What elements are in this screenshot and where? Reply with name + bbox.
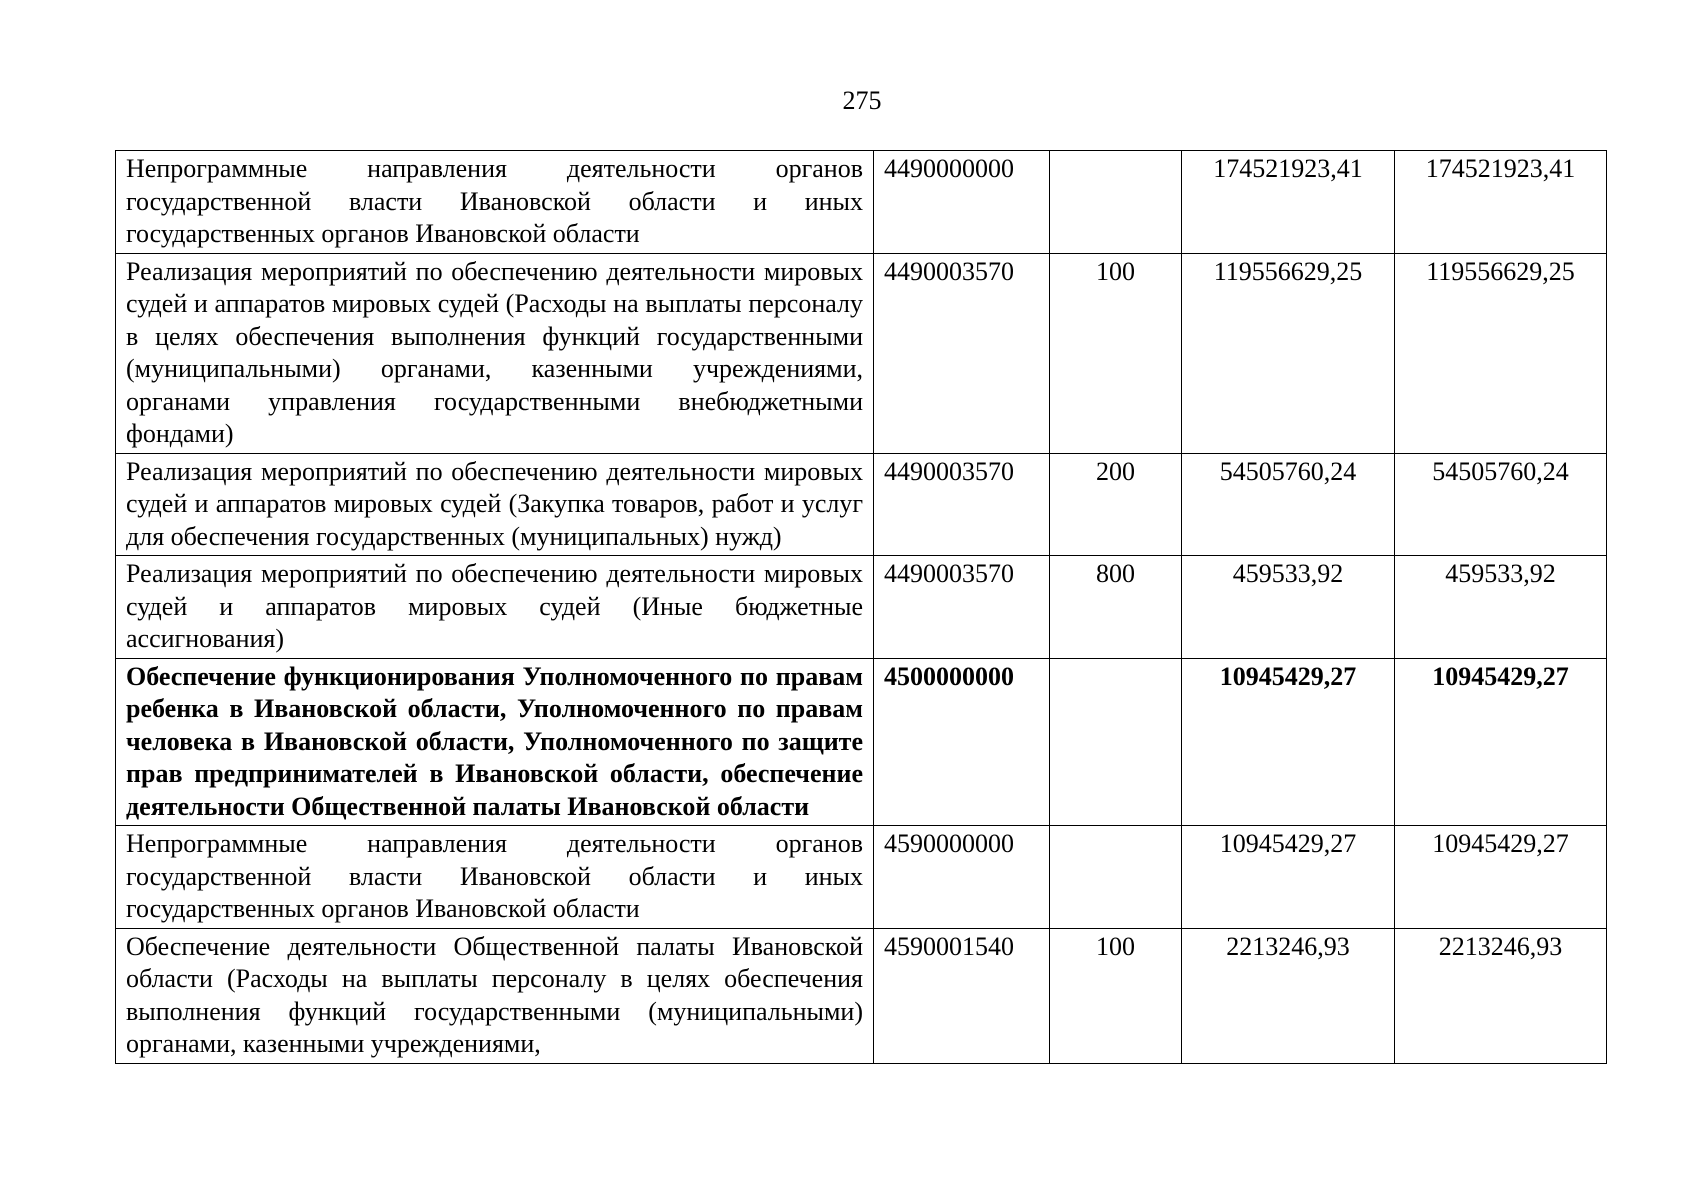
row-expense-kind [1050,151,1182,254]
row-description: Обеспечение функционирования Уполномоченного по правам ребенка в Ивановской области, Уполномоченного по правам человека в Ивановской области, Уполномоченного по защите прав предпринимателей в Ивановской области, обеспечение деятельности Общественной палаты Ивановской области [116,658,874,826]
table-row [116,928,1607,1063]
row-target-code: 4500000000 [874,658,1050,826]
table-row [116,453,1607,556]
row-amount-2: 10945429,27 [1395,658,1607,826]
row-amount-2: 119556629,25 [1395,253,1607,453]
page-number: 275 [842,86,882,115]
row-expense-kind: 100 [1050,253,1182,453]
row-amount-1: 459533,92 [1182,556,1395,659]
row-description: Реализация мероприятий по обеспечению деятельности мировых судей и аппаратов мировых судей (Расходы на выплаты персоналу в целях обеспечения выполнения функций государственными (муниципальными) органами, казенными учреждениями, органами управления государственными внебюджетными фондами) [116,253,874,453]
row-expense-kind [1050,658,1182,826]
row-amount-2: 54505760,24 [1395,453,1607,556]
row-description: Непрограммные направления деятельности органов государственной власти Ивановской области и иных государственных органов Ивановской области [116,826,874,929]
row-description: Непрограммные направления деятельности органов государственной власти Ивановской области и иных государственных органов Ивановской области [116,151,874,254]
row-target-code: 4490003570 [874,556,1050,659]
row-amount-1: 54505760,24 [1182,453,1395,556]
row-target-code: 4490003570 [874,253,1050,453]
table-row [116,826,1607,929]
table-row [116,556,1607,659]
row-target-code: 4490003570 [874,453,1050,556]
row-target-code: 4590000000 [874,826,1050,929]
row-amount-2: 2213246,93 [1395,928,1607,1063]
row-expense-kind [1050,826,1182,929]
row-expense-kind: 200 [1050,453,1182,556]
table-row [116,151,1607,254]
row-target-code: 4490000000 [874,151,1050,254]
row-expense-kind: 100 [1050,928,1182,1063]
budget-table [115,150,1607,1064]
table-row [116,253,1607,453]
row-target-code: 4590001540 [874,928,1050,1063]
row-amount-1: 10945429,27 [1182,826,1395,929]
row-amount-2: 10945429,27 [1395,826,1607,929]
row-amount-1: 119556629,25 [1182,253,1395,453]
row-amount-1: 2213246,93 [1182,928,1395,1063]
row-amount-2: 174521923,41 [1395,151,1607,254]
row-description: Обеспечение деятельности Общественной палаты Ивановской области (Расходы на выплаты персоналу в целях обеспечения выполнения функций государственными (муниципальными) органами, казенными учреждениями, [116,928,874,1063]
row-expense-kind: 800 [1050,556,1182,659]
row-description: Реализация мероприятий по обеспечению деятельности мировых судей и аппаратов мировых судей (Закупка товаров, работ и услуг для обеспечения государственных (муниципальных) нужд) [116,453,874,556]
row-amount-2: 459533,92 [1395,556,1607,659]
row-amount-1: 174521923,41 [1182,151,1395,254]
row-description: Реализация мероприятий по обеспечению деятельности мировых судей и аппаратов мировых судей (Иные бюджетные ассигнования) [116,556,874,659]
table-row [116,658,1607,826]
row-amount-1: 10945429,27 [1182,658,1395,826]
